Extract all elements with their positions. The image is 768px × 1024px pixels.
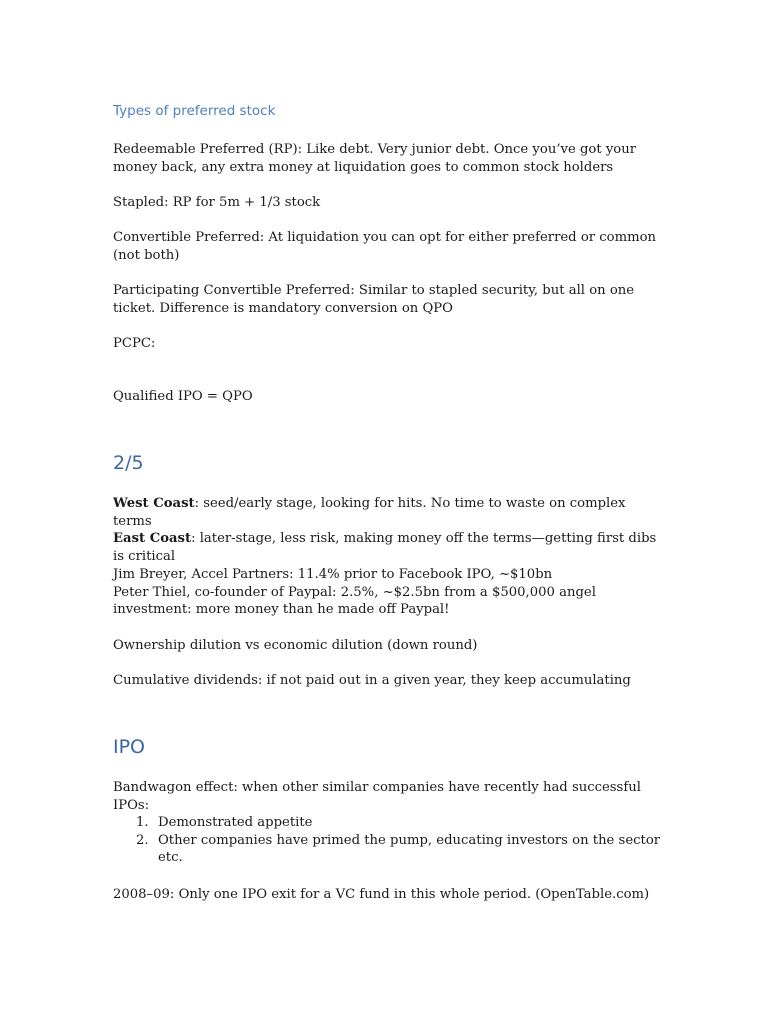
west-coast-text: : seed/early stage, looking for hits. No time to waste on complex terms	[113, 496, 626, 529]
list-text: Demonstrated appetite	[158, 815, 313, 830]
list-number: 1.	[136, 815, 149, 830]
heading-2-5: 2/5	[113, 452, 144, 474]
list-item	[113, 814, 668, 832]
para-dilution: Ownership dilution vs economic dilution (down round)	[113, 638, 478, 653]
para-investors	[113, 566, 668, 619]
heading-ipo: IPO	[113, 736, 146, 758]
para-convertible-preferred: Convertible Preferred: At liquidation you can opt for either preferred or common (not both)	[113, 230, 657, 263]
list-number: 2.	[136, 832, 149, 848]
breyer-line: Jim Breyer, Accel Partners: 11.4% prior to Facebook IPO, ~$10bn	[113, 567, 553, 582]
west-coast-label: West Coast	[113, 496, 195, 511]
para-stapled: Stapled: RP for 5m + 1/3 stock	[113, 195, 321, 210]
thiel-line: Peter Thiel, co-founder of Paypal: 2.5%, ~$2.5bn from a $500,000 angel investment: more money than he made off Paypal!	[113, 584, 596, 617]
east-coast-text: : later-stage, less risk, making money off the terms—getting first dibs is critical	[113, 531, 657, 564]
list-text: Other companies have primed the pump, educating investors on the sector etc.	[158, 832, 661, 865]
para-2008-09: 2008–09: Only one IPO exit for a VC fund in this whole period. (OpenTable.com)	[113, 887, 650, 902]
para-bandwagon: Bandwagon effect: when other similar companies have recently had successful IPOs:	[113, 780, 641, 813]
list-item	[113, 832, 668, 867]
para-pcpc: PCPC:	[113, 336, 156, 351]
para-qualified-ipo: Qualified IPO = QPO	[113, 389, 253, 404]
para-redeemable-preferred: Redeemable Preferred (RP): Like debt. Very junior debt. Once you’ve got your money back, any extra money at liquidation goes to common stock holders	[113, 142, 637, 175]
para-participating-convertible: Participating Convertible Preferred: Similar to stapled security, but all on one ticket. Difference is mandatory conversion on QPO	[113, 283, 635, 316]
para-cumulative-dividends: Cumulative dividends: if not paid out in a given year, they keep accumulating	[113, 673, 631, 688]
east-coast-label: East Coast	[113, 531, 192, 546]
para-coasts	[113, 495, 668, 565]
heading-types-of-preferred-stock: Types of preferred stock	[113, 103, 276, 119]
bandwagon-list	[113, 814, 668, 867]
